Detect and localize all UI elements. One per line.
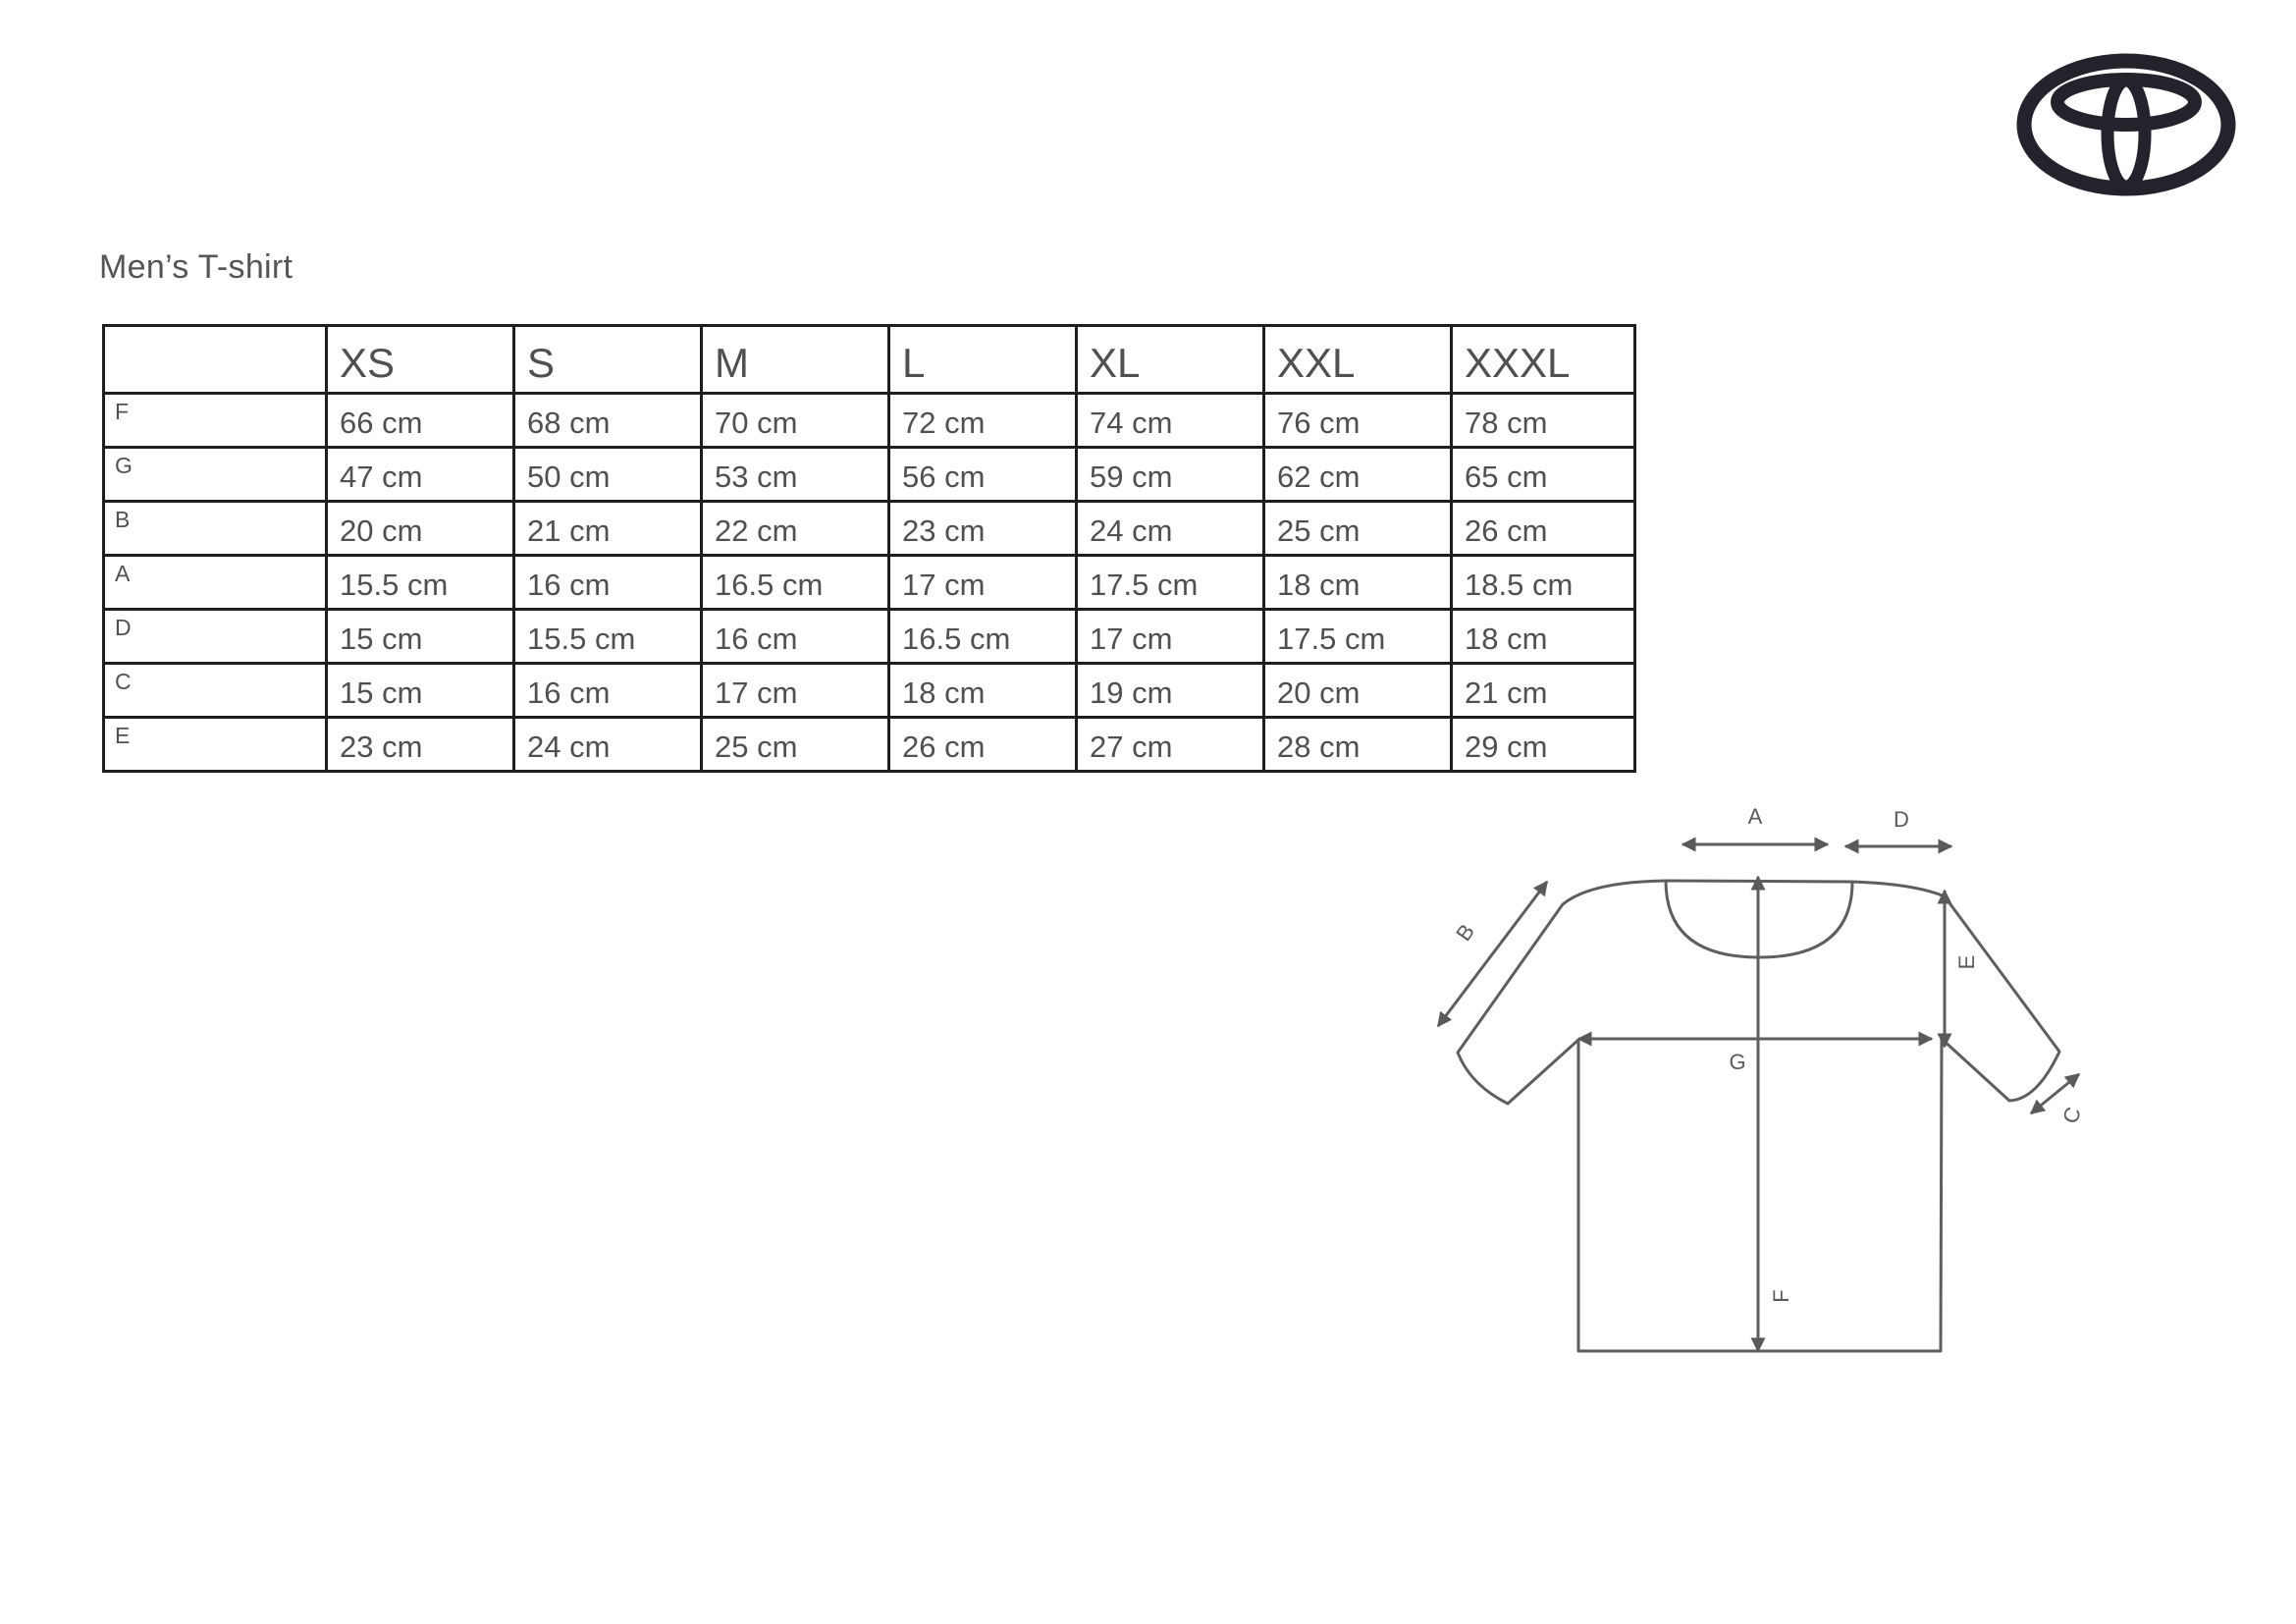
table-cell: 18.5 cm — [1452, 556, 1635, 610]
row-label: A — [104, 556, 327, 610]
label-e: E — [1954, 954, 1979, 970]
table-row — [104, 502, 1635, 556]
table-row — [104, 448, 1635, 502]
table-cell: 15.5 cm — [514, 610, 702, 664]
label-a: A — [1747, 804, 1763, 829]
table-row — [104, 394, 1635, 448]
table-cell: 25 cm — [1264, 502, 1452, 556]
table-cell: 18 cm — [1452, 610, 1635, 664]
table-row — [104, 556, 1635, 610]
header-empty-cell — [104, 326, 327, 394]
table-cell: 28 cm — [1264, 718, 1452, 772]
size-table — [102, 324, 1636, 773]
row-label: D — [104, 610, 327, 664]
table-cell: 26 cm — [1452, 502, 1635, 556]
table-row — [104, 664, 1635, 718]
table-cell: 15 cm — [327, 664, 514, 718]
table-cell: 16 cm — [514, 556, 702, 610]
table-row — [104, 610, 1635, 664]
row-label: E — [104, 718, 327, 772]
table-cell: 19 cm — [1077, 664, 1264, 718]
header-size-m: M — [702, 326, 889, 394]
table-cell: 16.5 cm — [889, 610, 1077, 664]
table-cell: 47 cm — [327, 448, 514, 502]
table-header-row — [104, 326, 1635, 394]
row-label: G — [104, 448, 327, 502]
header-size-xs: XS — [327, 326, 514, 394]
table-cell: 27 cm — [1077, 718, 1264, 772]
row-label: B — [104, 502, 327, 556]
table-cell: 66 cm — [327, 394, 514, 448]
label-d: D — [1894, 807, 1909, 832]
header-size-l: L — [889, 326, 1077, 394]
table-cell: 23 cm — [327, 718, 514, 772]
table-cell: 21 cm — [1452, 664, 1635, 718]
table-cell: 65 cm — [1452, 448, 1635, 502]
tshirt-diagram — [1423, 790, 2110, 1370]
label-c: C — [2057, 1104, 2086, 1127]
table-cell: 17 cm — [889, 556, 1077, 610]
table-cell: 21 cm — [514, 502, 702, 556]
table-cell: 59 cm — [1077, 448, 1264, 502]
table-cell: 17 cm — [1077, 610, 1264, 664]
table-cell: 22 cm — [702, 502, 889, 556]
table-cell: 26 cm — [889, 718, 1077, 772]
table-cell: 78 cm — [1452, 394, 1635, 448]
table-cell: 15 cm — [327, 610, 514, 664]
table-cell: 17 cm — [702, 664, 889, 718]
table-cell: 50 cm — [514, 448, 702, 502]
label-g: G — [1729, 1050, 1746, 1074]
table-cell: 24 cm — [1077, 502, 1264, 556]
row-label: C — [104, 664, 327, 718]
header-size-xxl: XXL — [1264, 326, 1452, 394]
table-cell: 56 cm — [889, 448, 1077, 502]
table-cell: 20 cm — [327, 502, 514, 556]
table-cell: 68 cm — [514, 394, 702, 448]
table-cell: 24 cm — [514, 718, 702, 772]
table-cell: 72 cm — [889, 394, 1077, 448]
table-cell: 53 cm — [702, 448, 889, 502]
table-cell: 74 cm — [1077, 394, 1264, 448]
page-title: Men’s T-shirt — [99, 248, 294, 286]
header-size-xxxl: XXXL — [1452, 326, 1635, 394]
label-b: B — [1451, 919, 1480, 946]
table-cell: 16 cm — [514, 664, 702, 718]
table-cell: 17.5 cm — [1264, 610, 1452, 664]
table-cell: 23 cm — [889, 502, 1077, 556]
toyota-logo-icon — [2014, 51, 2238, 198]
row-label: F — [104, 394, 327, 448]
table-cell: 20 cm — [1264, 664, 1452, 718]
table-row — [104, 718, 1635, 772]
table-cell: 18 cm — [889, 664, 1077, 718]
label-f: F — [1769, 1289, 1793, 1303]
table-cell: 70 cm — [702, 394, 889, 448]
table-cell: 29 cm — [1452, 718, 1635, 772]
table-cell: 16.5 cm — [702, 556, 889, 610]
table-cell: 18 cm — [1264, 556, 1452, 610]
table-cell: 16 cm — [702, 610, 889, 664]
table-cell: 17.5 cm — [1077, 556, 1264, 610]
table-cell: 76 cm — [1264, 394, 1452, 448]
table-cell: 25 cm — [702, 718, 889, 772]
table-cell: 62 cm — [1264, 448, 1452, 502]
header-size-s: S — [514, 326, 702, 394]
header-size-xl: XL — [1077, 326, 1264, 394]
table-cell: 15.5 cm — [327, 556, 514, 610]
